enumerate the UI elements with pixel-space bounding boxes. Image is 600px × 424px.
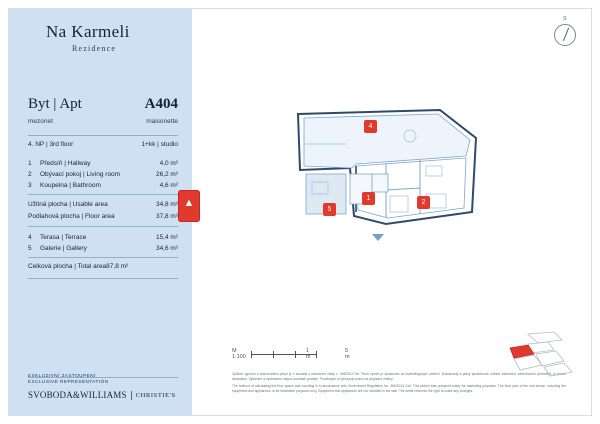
compass-needle bbox=[563, 28, 569, 41]
unit-type-en: maisonette bbox=[146, 118, 178, 125]
area-name: Užitná plocha | Usable area bbox=[28, 201, 108, 208]
scale-bar bbox=[232, 348, 352, 360]
room-area: 26,2 m² bbox=[155, 171, 178, 178]
unit-subheader bbox=[28, 118, 178, 125]
divider-2 bbox=[28, 194, 178, 195]
area-summary bbox=[28, 199, 178, 223]
room-number: 2 bbox=[28, 171, 32, 178]
unit-code: A404 bbox=[144, 96, 178, 112]
total-value: 87,8 m² bbox=[106, 263, 129, 270]
floor-plan bbox=[290, 104, 480, 244]
room-list bbox=[28, 158, 178, 191]
info-panel bbox=[8, 8, 192, 416]
outdoor-number: 5 bbox=[28, 245, 32, 252]
scale-ticks bbox=[251, 351, 302, 358]
outdoor-area: 15,4 m² bbox=[155, 234, 178, 241]
divider-3 bbox=[28, 226, 178, 227]
outdoor-number: 4 bbox=[28, 234, 32, 241]
plan-tag-5: 5 bbox=[323, 203, 336, 216]
logo-kicker-en: EXCLUSIVE REPRESENTATION bbox=[28, 379, 109, 384]
room-item bbox=[28, 169, 178, 180]
room-number: 1 bbox=[28, 160, 32, 167]
logo-separator bbox=[131, 391, 132, 400]
total-area bbox=[28, 263, 178, 270]
compass-north-label: S bbox=[563, 16, 567, 22]
logo-agency-name: SVOBODA&WILLIAMS bbox=[28, 390, 127, 400]
room-item bbox=[28, 180, 178, 191]
unit-label: Byt | Apt bbox=[28, 96, 82, 112]
logo-main bbox=[28, 390, 178, 400]
divider-1 bbox=[28, 135, 178, 136]
compass-icon bbox=[554, 24, 576, 46]
outdoor-item bbox=[28, 232, 178, 243]
area-value: 37,8 m² bbox=[155, 213, 178, 220]
room-name: Koupelna | Bathroom bbox=[40, 182, 101, 189]
compass bbox=[552, 16, 578, 50]
room-name: Obývací pokoj | Living room bbox=[40, 171, 121, 178]
plan-tag-1: 1 bbox=[362, 192, 375, 205]
floor-plan-drawing bbox=[290, 104, 480, 244]
room-area: 4,0 m² bbox=[159, 160, 178, 167]
floor-line bbox=[28, 141, 178, 148]
flame-icon: ▲ bbox=[183, 197, 195, 209]
area-item bbox=[28, 199, 178, 211]
floor-info bbox=[28, 141, 178, 148]
key-plan bbox=[502, 330, 582, 378]
layout-value: 1+kk | studio bbox=[141, 141, 178, 148]
scale-label: M 1:100 bbox=[232, 348, 246, 360]
outdoor-area: 34,6 m² bbox=[155, 245, 178, 252]
area-name: Podlahová plocha | Floor area bbox=[28, 213, 115, 220]
unit-header bbox=[28, 96, 178, 113]
plan-tag-4: 4 bbox=[364, 120, 377, 133]
unit-type-cs: mezonet bbox=[28, 118, 53, 125]
room-name: Předsíň | Hallway bbox=[40, 160, 91, 167]
brand-title: Na Karmeli bbox=[46, 22, 130, 41]
outdoor-item bbox=[28, 243, 178, 254]
agency-logo-block bbox=[28, 373, 178, 400]
brand-subtitle: Rezidence bbox=[72, 44, 117, 53]
divider-4 bbox=[28, 257, 178, 258]
brand-block bbox=[46, 22, 186, 53]
room-item bbox=[28, 158, 178, 169]
unit-marker-badge bbox=[178, 190, 200, 222]
total-name: Celková plocha | Total area bbox=[28, 263, 107, 270]
divider-5 bbox=[28, 278, 178, 279]
room-number: 3 bbox=[28, 182, 32, 189]
plan-tag-2: 2 bbox=[417, 196, 430, 209]
logo-kicker-cs: EXKLUZIVNÍ ZASTOUPENÍ bbox=[28, 373, 96, 378]
disclaimer-cs: Způsob výpočtu a zaokrouhlení ploch je v souladu s nařízením vlády č. 366/2013 Sb. Tento výměr je zpracován za marketingovým účelem. Dokumenty a plány společnosti, včetně zakreslení zařizovacích předmětů, je pouze ilustrativní. Vybavení a vyobrazení nejsou součástí prodeje. Prodávající si vyhrazuje právo na případné změny. bbox=[232, 372, 566, 381]
outdoor-list bbox=[28, 232, 178, 254]
room-area: 4,6 m² bbox=[159, 182, 178, 189]
entrance-arrow-icon bbox=[372, 234, 384, 241]
logo-affiliate-name: CHRISTIE'S bbox=[135, 391, 176, 399]
scale-mid-label: 1 m bbox=[305, 348, 311, 360]
outdoor-name: Terasa | Terrace bbox=[40, 234, 87, 241]
floor-value: 4. NP | 3rd floor bbox=[28, 141, 74, 148]
outdoor-name: Galerie | Gallery bbox=[40, 245, 87, 252]
disclaimer-en: The method of calculating the floor space and rounding is in accordance with Government Regulation No. 366/2013 Coll. This sketch was prepared solely for marketing purposes. The floor plan of the unit shown, including the equipment and appliances, is for illustrative purposes only. Equipment and appliances are not included in the sale. The seller reserves the right to make any changes. bbox=[232, 384, 566, 393]
scale-end-label: 5 m bbox=[344, 348, 350, 360]
area-value: 34,8 m² bbox=[155, 201, 178, 208]
area-item bbox=[28, 211, 178, 223]
